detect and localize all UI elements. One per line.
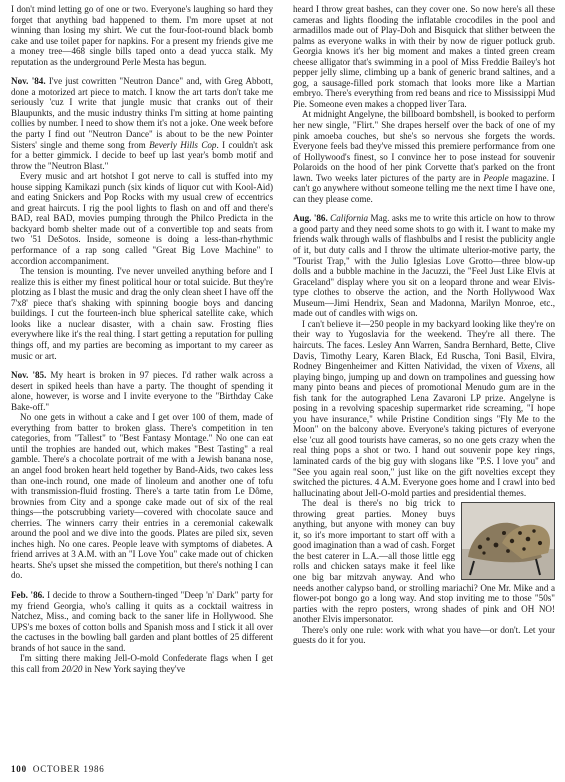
paragraph-text: My heart is broken in 97 pieces. I'd rather walk across a desert in spiked heels than have a party. The thought of spending it alone, however, is worse and I invite everyone to the "Birthday Cake Bake-off." — [11, 370, 273, 412]
section-nov-85 — [11, 370, 273, 412]
paragraph-text: At midnight Angelyne, the billboard bombshell, is booked to perform her new single, "Flirt." She drapes herself over the back of one of my pink amoeba couches, but she's so nervous she forgets the words. Everyone feels bad they've missed this premiere performance from one of Hollywood's finest, so I convince her to pose instead for souvenir Polaroids on the hood of her pink Corvette that's parked on the front lawn. Two weeks later pictures of the party are in — [293, 109, 555, 183]
paragraph-text: . I couldn't ask for a better gimmick. I decide to beef up last year's bomb motif and throw the "Neutron Blast." — [11, 139, 273, 171]
section-nov-84 — [11, 76, 273, 171]
paragraph-text: in New York saying they've — [82, 663, 186, 674]
section-date: Nov. '85. — [11, 370, 47, 381]
paragraph — [11, 653, 273, 674]
paragraph: Every music and art hotshot I got nerve to call is stuffed into my house sipping Kamikazi punch (six kinds of liquor cut with Kool-Aid) and eating Snickers and Pop Rocks with my usual crew of eccentrics and great haircuts. I rig the pool lights to flash on and off and there's BAD, real BAD, movies pumping through the Philco Predicta in the backyard bomb shelter made out of a convertible top and seats from two '51 DeSotos. Inside, someone is doing a less-than-rhythmic performance of a rap song called "Great Big Love Machine" to accordion accompaniment. — [11, 171, 273, 266]
section-date: Feb. '86. — [11, 589, 45, 600]
paragraph-text: I can't believe it—250 people in my backyard looking like they're on their way to Yugoslavia for the weekend. They're all there. The haircuts. The faces. Lesley Ann Warren, Sandra Bernhard, Bette, Clive Davis, Timothy Leary, Karen Black, Ed Ruscha, Toni Basil, Elvira, Rodney Bingenheimer and Kitten Natividad, the vixen of — [293, 318, 555, 372]
paragraph — [293, 109, 555, 204]
page-footer — [11, 764, 105, 774]
paragraph: The tension is mounting. I've never unveiled anything before and I realize this is either my finest political hour or total suicide. But they're plotzing as I blast the music and drag the only clean sheet I have off the 7'x8' piece that's shaking with spinning boogie boys and dancing buildings. I cut the fourteen-inch blue spherical satellite cake, which looks like a nuclear disaster, with a chain saw. Frosting flies everywhere like it's the real thing. I start getting a reputation for pulling things off, and my parties are becoming as important to my career as music or art. — [11, 266, 273, 361]
paragraph-text: The deal is there's no big trick to throwing great parties. Money buys anything, but anyone with money can buy it, so it's more important to start off with a good imagination than a wad of cash. Forget the best caterer in L.A.—all those little egg rolls and chicken satays make it feel like one big bar mitzvah anyway. And who needs another calypso band, or strolling mariachi? One Mr. Mike and a flower-pot bongo go a long way. And stop inviting me to those "50s" parties with the repro posters, wrong shades of pink and OH NO! another Elvis impersonator. — [293, 498, 555, 625]
right-column — [293, 4, 555, 646]
paragraph: There's only one rule: work with what you have—or don't. Let your guests do it for you. — [293, 624, 555, 646]
left-column — [11, 4, 273, 674]
paragraph-text: , all playing bingo, jumping up and down on trampolines and guessing how many pinto beans and pieces of promotional Menudo gum are in the fish tank for the autographed Lena Zavaroni LP prize. Angelyne is posing in a revolving spaceship supermarket ride screaming, "I hope you have insurance," while Pristine Condition sings "Fly Me to the Moon" on the balcony above. Everyone's taking pictures of everyone else 'cuz all good tourists have cameras, so no one gets crazy when the real thing pops a shot or two. I hand out souvenir pope key rings, laminated cards of the big guy with slogans like "P.S. I love you" and "See you again real soon," just like on the gift novelties except they switched the pictures. 4 A.M. Everyone goes home and I crawl into bed hallucinating about Jell-O-mold parties and presidential themes. — [293, 361, 556, 498]
paragraph — [293, 498, 555, 625]
paragraph: No one gets in without a cake and I get over 100 of them, made of everything from batter to broken glass. There's competition in ten categories, from "Tallest" to "Best Fantasy Montage." No one can eat until the trophies are handed out, which makes "Best Tasting" a real gamble. There's a chocolate portrait of me with a Jewish banana nose, an angel food broken heart held together by Band-Aids, two cakes less than one-inch round, one made of linoleum and another one of tofu with transmission-fluid frosting. There's a tarte tatin from Le Dôme, brownies from City and a sponge cake made out of six of the real things—the potscrubbing variety—covered with chocolate sauce and cherries. The winners carry their entries in a ceremonial cakewalk around the pool and we dive into the goods. Plates are piled six, seven inches high. No one cares. People leave with symptoms of diabetes. A friend arrives at 3 A.M. with an "I Love You" cake made out of chicken hearts. She's upset she missed the competition, but there's nothing I can do. — [11, 412, 273, 581]
magazine-title: California — [327, 213, 369, 224]
film-title: Vixens — [516, 361, 540, 372]
section-feb-86 — [11, 590, 273, 653]
paragraph-text: magazine. I can't go anywhere without someone telling me the next time I have one, can they please come. — [293, 172, 556, 204]
film-title: Beverly Hills Cop — [149, 139, 217, 150]
paragraph — [293, 319, 555, 498]
section-aug-86 — [293, 213, 555, 318]
page-number: 100 — [11, 764, 27, 774]
show-title: 20/20 — [61, 663, 83, 674]
paragraph-text: I've just cowritten "Neutron Dance" and, with Greg Abbott, done a motorized art piece to match. I know the art tarts don't take me seriously 'cuz I write that jungle music that cranks out of their Blaupunkts, and the music industry thinks I'm sitting at home painting collies by number. I need to show them it's not a joke. One week before the party I find out "Neutron Dance" is about to be the new Pointer Sisters' single and theme song from — [11, 76, 273, 150]
magazine-title: People — [483, 172, 509, 183]
issue-date: OCTOBER 1986 — [32, 764, 105, 774]
paragraph: heard I throw great bashes, can they cover one. So now here's all these cameras and lights flooding the inflatable crocodiles in the pool and armadillos made out of Play-Doh and Bisquick that slither between the palms as everyone walks in with their by now de riguer potluck grub. Georgia knows it's her big moment and makes a tinted green cream cheese alligator that's swimming in a pool of Miss Freddie Bailey's hot pepper jelly slime, climbing up a bank of generic brand saltines, and a gog, a sausage-filled pork stomach that looks more like a Martian embryo. There's everything from red beans and rice to Mississippi Mud Pie. Someone even makes a chopped liver Tara. — [293, 4, 555, 109]
paragraph-text: Mag. asks me to write this article on how to throw a good party and they need some shots to go with it. I want to make my friends walk through walls of flashbulbs and I resist the publicity angle of it, but duty calls and I throw the ultimate ulterior-motive party, the "Tourist Trap," with the Julio Iglesias Love Grotto—three blow-up dolls and a bubble machine in the Jacuzzi, the "Feel Just Like Elvis at Graceland" display where you sit on a leopard throne and wear Elvis-type clothes to observe the action, and the North Hollywood Wax Museum—Jimi Hendrix, Sean and Madonna, Marilyn Monroe, etc., made out of candles with wigs on. — [293, 213, 555, 319]
leopard-print-shoes-photo — [461, 502, 555, 580]
section-date: Nov. '84. — [11, 76, 46, 87]
section-date: Aug. '86. — [293, 213, 328, 224]
paragraph-text: I decide to throw a Southern-tinged "Deep 'n' Dark" party for my friend Georgia, who's calling it quits as a cocktail waitress in Natchez, Miss., and coming back to the saner life in Hollywood. She UPS's me boxes of cotton bolls and Spanish moss and I stick it all over the cactuses in the bowling ball garden and plant bottles of 25 different brands of hot sauce in the sand. — [11, 589, 273, 653]
paragraph: I don't mind letting go of one or two. Everyone's laughing so hard they forget that anything bad happened to them. I'm more upset at not winning than losing my shirt. We cut the four-foot-round black bomb cake and use toilet paper for napkins. For a present my friends give me a money tree—468 single bills taped onto a dead yucca stalk. My reputation as the underground Perle Mesta has begun. — [11, 4, 273, 67]
paragraph-text: I'm sitting there making Jell-O-mold Confederate flags when I get this call from — [11, 653, 273, 674]
